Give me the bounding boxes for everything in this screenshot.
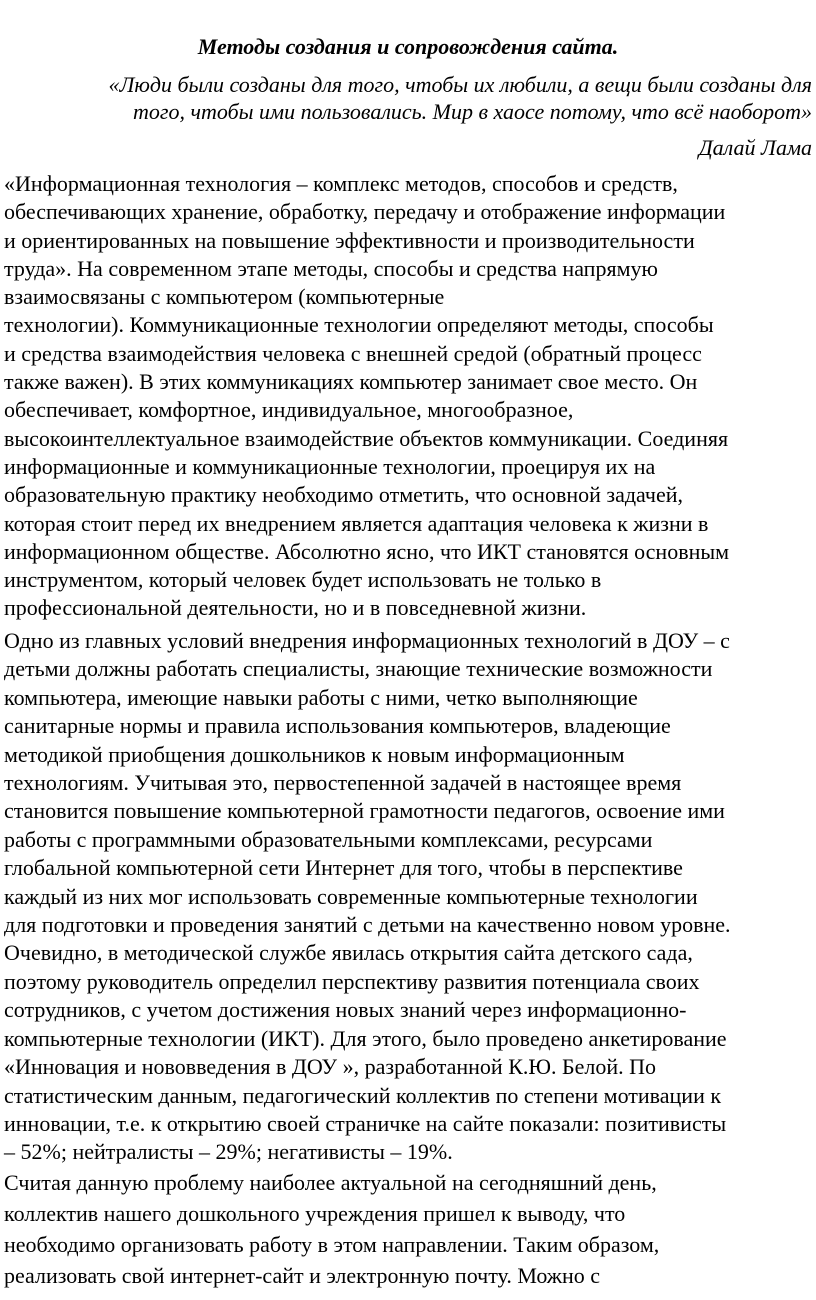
paragraph-line: технологии). Коммуникационные технологии определяют методы, способы	[4, 312, 714, 338]
paragraph-line: – 52%; нейтралисты – 29%; негативисты – 19%.	[4, 1139, 453, 1165]
paragraph-2	[4, 627, 814, 1167]
paragraph-line: санитарные нормы и правила использования компьютеров, владеющие	[4, 713, 671, 739]
paragraph-line: обеспечивающих хранение, обработку, передачу и отображение информации	[4, 199, 726, 225]
paragraph-line: для подготовки и проведения занятий с детьми на качественно новом уровне.	[4, 912, 731, 938]
paragraph-line: также важен). В этих коммуникациях компьютер занимает свое место. Он	[4, 369, 698, 395]
paragraph-line: профессиональной деятельности, но и в повседневной жизни.	[4, 595, 587, 621]
paragraph-line: и средства взаимодействия человека с внешней средой (обратный процесс	[4, 340, 702, 366]
paragraph-line: образовательную практику необходимо отметить, что основной задачей,	[4, 482, 684, 508]
document-title: Методы создания и сопровождения сайта.	[197, 34, 619, 59]
paragraph-line: и ориентированных на повышение эффективности и производительности	[4, 227, 695, 253]
paragraph-line: становится повышение компьютерной грамотности педагогов, освоение ими	[4, 798, 725, 824]
paragraph-line: работы с программными образовательными комплексами, ресурсами	[4, 826, 653, 852]
paragraph-line: Очевидно, в методической службе явилась открытия сайта детского сада,	[4, 940, 693, 966]
paragraph-line: сотрудников, с учетом достижения новых знаний через информационно-	[4, 997, 687, 1023]
paragraph-line: высокоинтеллектуальное взаимодействие объектов коммуникации. Соединяя	[4, 425, 729, 451]
epigraph-author: Далай Лама	[698, 135, 812, 160]
paragraph-line: компьютера, имеющие навыки работы с ними, четко выполняющие	[4, 684, 638, 710]
paragraph-line: компьютерные технологии (ИКТ). Для этого, было проведено анкетирование	[4, 1025, 727, 1051]
epigraph-line: «Люди были созданы для того, чтобы их любили, а вещи были созданы для	[108, 72, 812, 97]
epigraph-quote	[12, 71, 812, 125]
paragraph-line: инструментом, который человек будет использовать не только в	[4, 567, 602, 593]
paragraph-line: Считая данную проблему наиболее актуальной на сегодняшний день,	[4, 1170, 657, 1195]
paragraph-line: обеспечивает, комфортное, индивидуальное, многообразное,	[4, 397, 574, 423]
paragraph-line: инновации, т.е. к открытию своей страничке на сайте показали: позитивисты	[4, 1110, 727, 1136]
paragraph-line: труда». На современном этапе методы, способы и средства напрямую	[4, 255, 658, 281]
paragraph-line: реализовать свой интернет-сайт и электронную почту. Можно с	[4, 1263, 601, 1288]
paragraph-line: глобальной компьютерной сети Интернет для того, чтобы в перспективе	[4, 855, 683, 881]
paragraph-line: коллектив нашего дошкольного учреждения пришел к выводу, что	[4, 1201, 626, 1226]
paragraph-line: взаимосвязаны с компьютером (компьютерные	[4, 284, 445, 310]
paragraph-line: которая стоит перед их внедрением является адаптация человека к жизни в	[4, 510, 709, 536]
paragraph-line: «Инновация и нововведения в ДОУ », разработанной К.Ю. Белой. По	[4, 1054, 657, 1080]
paragraph-line: «Информационная технология – комплекс методов, способов и средств,	[4, 171, 678, 196]
paragraph-line: информационном обществе. Абсолютно ясно, что ИКТ становятся основным	[4, 538, 730, 564]
paragraph-line: необходимо организовать работу в этом направлении. Таким образом,	[4, 1232, 660, 1257]
paragraph-line: поэтому руководитель определил перспективу развития потенциала своих	[4, 968, 700, 994]
paragraph-1	[4, 170, 814, 623]
paragraph-line: Одно из главных условий внедрения информационных технологий в ДОУ – с	[4, 628, 730, 653]
paragraph-3	[4, 1167, 814, 1291]
paragraph-line: информационные и коммуникационные технологии, проецируя их на	[4, 453, 656, 479]
paragraph-line: статистическим данным, педагогический коллектив по степени мотивации к	[4, 1082, 722, 1108]
paragraph-line: каждый из них мог использовать современные компьютерные технологии	[4, 883, 698, 909]
epigraph-line: того, чтобы ими пользовались. Мир в хаосе потому, что всё наоборот»	[133, 99, 812, 124]
paragraph-line: технологиям. Учитывая это, первостепенной задачей в настоящее время	[4, 770, 682, 796]
paragraph-line: детьми должны работать специалисты, знающие технические возможности	[4, 656, 713, 682]
paragraph-line: методикой приобщения дошкольников к новым информационным	[4, 741, 625, 767]
